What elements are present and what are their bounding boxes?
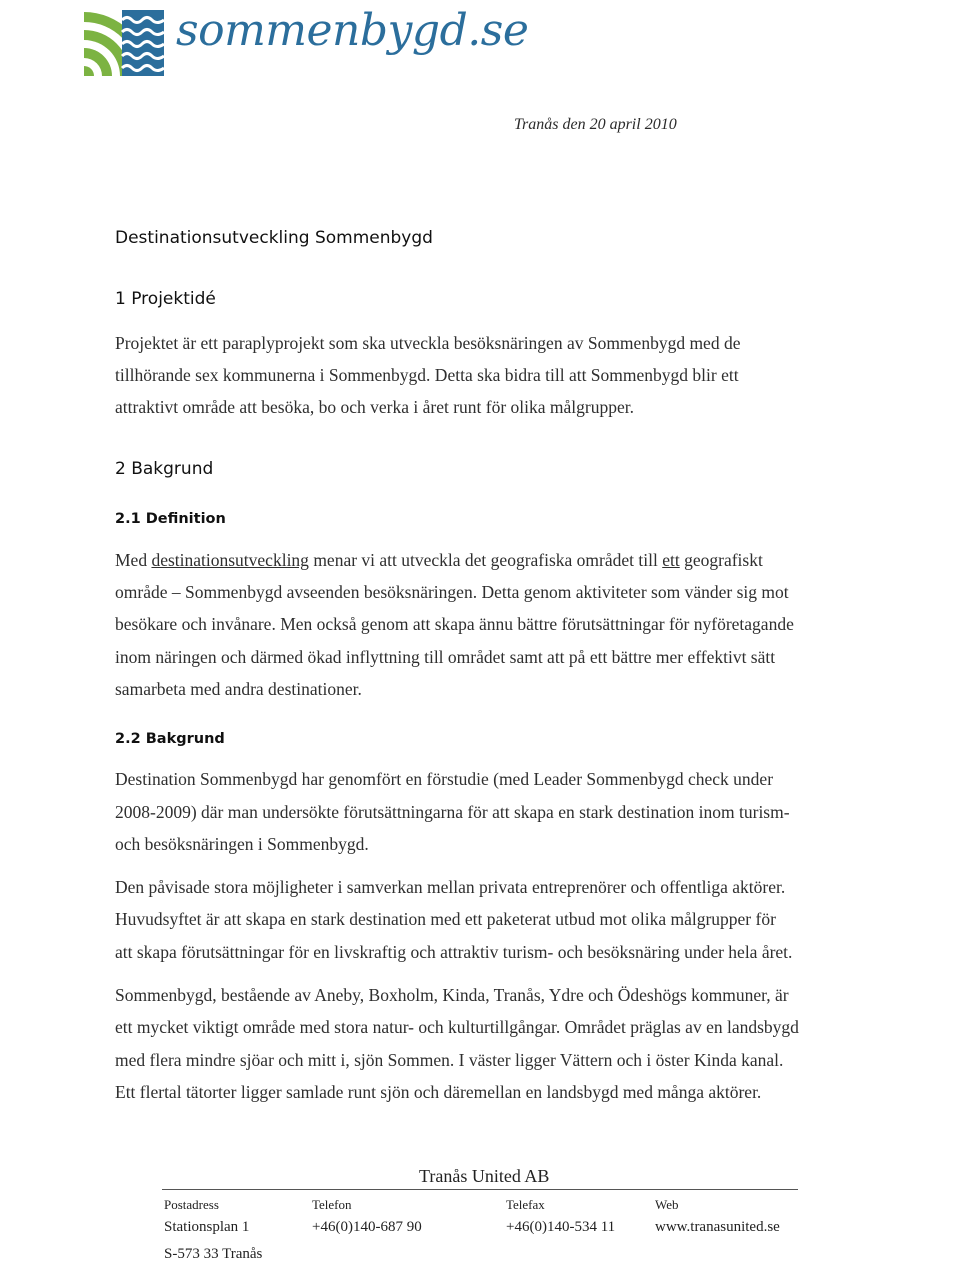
paragraph-line: att skapa förutsättningar för en livskraftig och attraktiv turism- och besöksnäring under hela året. [115,942,793,962]
paragraph-line: Destination Sommenbygd har genomfört en förstudie (med Leader Sommenbygd check under [115,769,774,789]
footer-web-label: Web [655,1197,679,1212]
footer-postadress-line-1: Stationsplan 1 [164,1219,250,1235]
paragraph-line: besökare och invånare. Men också genom att skapa ännu bättre förutsättningar för nyföretagande [115,614,794,634]
paragraph-line: 2008-2009) där man undersökte förutsättningarna för att skapa en stark destination inom turism- [115,802,790,822]
text-run: geografiskt [679,550,763,570]
subsection-2-2-heading: 2.2 Bakgrund [115,731,225,747]
text-run: menar vi att utveckla det geografiska området till [308,550,663,570]
footer-telefon-value: +46(0)140-687 90 [312,1219,422,1235]
paragraph-line: och besöksnäringen i Sommenbygd. [115,834,369,854]
paragraph-line: Sommenbygd, bestående av Aneby, Boxholm, Kinda, Tranås, Ydre och Ödeshögs kommuner, är [115,985,789,1005]
subsection-2-1-heading: 2.1 Definition [115,511,226,527]
text-run: Med [115,550,152,570]
section-2-heading: 2 Bakgrund [115,459,214,479]
logo-emblem-icon [84,10,164,76]
footer-telefax-label: Telefax [506,1197,545,1212]
underlined-term: destinationsutveckling [151,550,309,570]
paragraph-line: område – Sommenbygd avseenden besöksnäringen. Detta genom aktiviteter som vänder sig mot [115,582,789,602]
section-1-heading: 1 Projektidé [115,289,216,309]
footer-company-name: Tranås United AB [419,1166,550,1186]
paragraph-line: Ett flertal tätorter ligger samlade runt sjön och däremellan en landsbygd med många aktörer. [115,1082,762,1102]
footer-postadress-label: Postadress [164,1197,219,1212]
document-title: Destinationsutveckling Sommenbygd [115,228,433,248]
footer-telefax-value: +46(0)140-534 11 [506,1219,616,1235]
footer-divider [162,1189,798,1190]
underlined-term: ett [662,550,680,570]
paragraph-line: samarbeta med andra destinationer. [115,679,362,699]
paragraph-line: tillhörande sex kommunerna i Sommenbygd. Detta ska bidra till att Sommenbygd blir ett [115,365,739,385]
document-date: Tranås den 20 april 2010 [514,116,677,133]
footer-telefon-label: Telefon [312,1197,352,1212]
footer-postadress-line-2: S-573 33 Tranås [164,1246,263,1262]
paragraph-line: attraktivt område att besöka, bo och verka i året runt för olika målgrupper. [115,397,634,417]
paragraph-line: Projektet är ett paraplyprojekt som ska utveckla besöksnäringen av Sommenbygd med de [115,333,741,353]
paragraph-line: Huvudsyftet är att skapa en stark destination med ett paketerat utbud mot olika målgrupper för [115,909,776,929]
paragraph-line: ett mycket viktigt område med stora natur- och kulturtillgångar. Området präglas av en landsbygd [115,1017,799,1037]
footer-web-link[interactable]: www.tranasunited.se [655,1219,780,1235]
paragraph-line: med flera mindre sjöar och mitt i, sjön Sommen. I väster ligger Vättern och i öster Kinda kanal. [115,1050,784,1070]
paragraph-line [115,550,763,571]
paragraph-line: Den påvisade stora möjligheter i samverkan mellan privata entreprenörer och offentliga aktörer. [115,877,786,897]
logo-text: sommenbygd.se [176,5,529,56]
paragraph-line: inom näringen och därmed ökad inflyttning till området samt att på ett bättre mer effektivt sätt [115,647,776,667]
